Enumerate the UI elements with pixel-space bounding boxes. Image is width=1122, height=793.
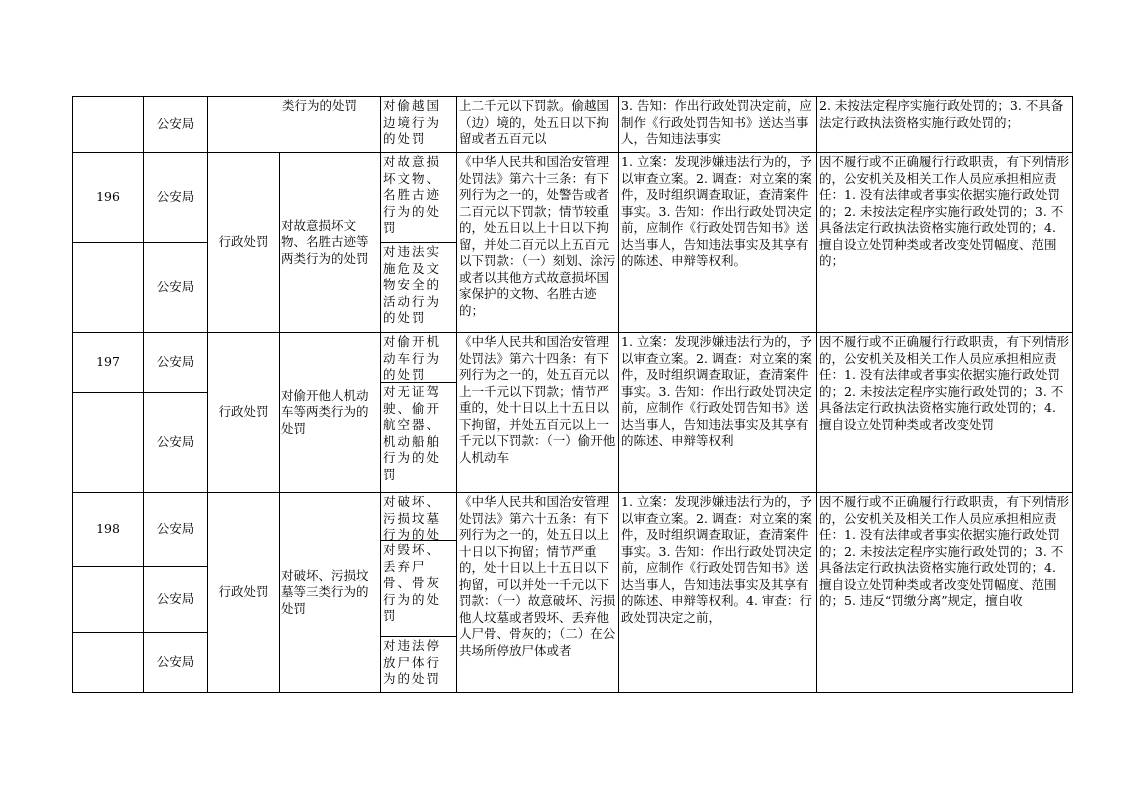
process-cell: 1. 立案：发现涉嫌违法行为的，予以审查立案。2. 调查：对立案的案件，及时组织调查取证，查清案件事实。3. 告知：作出行政处罚决定前，应制作《行政处罚告知书》送达当事人，告知违法事实及其享有的陈述、申辩等权利。4. 审查：行政处罚决定之前， (621, 494, 812, 625)
dept-cell: 公安局 (156, 654, 195, 670)
subitem-cell: 对偷开机动车行为的处罚 (383, 334, 442, 382)
subitem-cell: 对违法停放尸体行为的处罚 (383, 638, 442, 686)
subitem-divider (380, 540, 456, 541)
liability-cell: 因不履行或不正确履行行政职责，有下列情形的，公安机关及相关工作人员应承担相应责任：1. 没有法律或者事实依据实施行政处罚的；2. 未按法定程序实施行政处罚的；3. 不具备法定行政执法资格实施行政处罚的；4. 擅自设立处罚种类或者改变处罚幅度、范围的；5. 违反“罚缴分离”规定，擅自收 (819, 494, 1070, 608)
row-number: 198 (96, 521, 120, 537)
item-name-cell: 对偷开他人机动车等两类行为的处罚 (281, 387, 369, 436)
subitem-cell: 对毁坏、丢弃尸骨、骨灰行为的处罚 (383, 542, 442, 623)
dept-cell: 公安局 (156, 189, 195, 205)
basis-cell: 《中华人民共和国治安管理处罚法》第六十五条：有下列行为之一的，处五日以上十日以下拘留；情节严重的，处十日以上十五日以下拘留，可以并处一千元以下罚款：（一）故意破坏、污损他人坟墓或者毁坏、丢弃他人尸骨、骨灰的；（二）在公共场所停放尸体或者 (459, 494, 616, 658)
subitem-divider (380, 242, 456, 243)
dept-cell: 公安局 (156, 279, 195, 295)
process-cell: 3. 告知：作出行政处罚决定前，应制作《行政处罚告知书》送达当事人，告知违法事实 (621, 98, 812, 146)
dept-cell: 公安局 (156, 434, 195, 450)
subitem-divider (380, 636, 456, 637)
item-name-cell: 对破坏、污损坟墓等三类行为的处罚 (281, 567, 369, 616)
table-border-right (1072, 96, 1073, 693)
subitem-cell: 对无证驾驶、偷开航空器、机动船舶行为的处罚 (383, 384, 442, 482)
basis-cell: 《中华人民共和国治安管理处罚法》第六十四条：有下列行为之一的，处五百元以上一千元以下罚款；情节严重的，处十日以上十五日以下拘留，并处五百元以上一千元以下罚款：（一）偷开他人机动车 (459, 334, 616, 465)
basis-cell: 上二千元以下罚款。偷越国（边）境的，处五日以下拘留或者五百元以 (459, 98, 610, 146)
subitem-cell: 对破坏、污损坟墓行为的处 (383, 494, 442, 540)
dept-cell: 公安局 (156, 354, 195, 370)
subitem-cell: 对违法实施危及文物安全的活动行为的处罚 (383, 244, 442, 325)
basis-cell: 《中华人民共和国治安管理处罚法》第六十三条：有下列行为之一的，处警告或者二百元以下罚款；情节较重的，处五日以上十日以下拘留，并处二百元以上五百元以下罚款：（一）刻划、涂污或者以其他方式故意损坏国家保护的文物、名胜古迹的； (459, 154, 616, 318)
row-number: 196 (96, 189, 120, 205)
dept-cell: 公安局 (156, 521, 195, 537)
category-cell: 行政处罚 (218, 234, 269, 250)
subitem-divider (380, 382, 456, 383)
liability-cell: 因不履行或不正确履行行政职责，有下列情形的，公安机关及相关工作人员应承担相应责任：1. 没有法律或者事实依据实施行政处罚的；2. 未按法定程序实施行政处罚的；3. 不具备法定行政执法资格实施行政处罚的；4. 擅自设立处罚种类或者改变处罚 (819, 334, 1070, 432)
row-number: 197 (96, 354, 120, 370)
col-divider (380, 96, 381, 693)
item-name-cell: 类行为的处罚 (282, 98, 358, 113)
table-border-top (72, 96, 1073, 97)
subitem-cell: 对故意损坏文物、名胜古迹行为的处罚 (383, 154, 442, 235)
col-divider (456, 96, 457, 693)
dept-cell: 公安局 (156, 116, 195, 132)
item-name-cell: 对故意损坏文物、名胜古迹等两类行为的处罚 (281, 217, 369, 266)
category-cell: 行政处罚 (218, 404, 269, 420)
subitem-cell: 对偷越国边境行为的处罚 (383, 98, 442, 146)
col-divider (279, 152, 280, 693)
table-border-bottom (72, 692, 1073, 693)
dept-cell: 公安局 (156, 591, 195, 607)
liability-cell: 2. 未按法定程序实施行政处罚的；3. 不具备法定行政执法资格实施行政处罚的； (819, 98, 1064, 130)
power-list-table (72, 96, 1073, 692)
liability-cell: 因不履行或不正确履行行政职责，有下列情形的，公安机关及相关工作人员应承担相应责任：1. 没有法律或者事实依据实施行政处罚的；2. 未按法定程序实施行政处罚的；3. 不具备法定行政执法资格实施行政处罚的；4. 擅自设立处罚种类或者改变处罚幅度、范围的； (819, 154, 1070, 268)
process-cell: 1. 立案：发现涉嫌违法行为的，予以审查立案。2. 调查：对立案的案件，及时组织调查取证，查清案件事实。3. 告知：作出行政处罚决定前，应制作《行政处罚告知书》送达当事人，告知违法事实及其享有的陈述、申辩等权利 (621, 334, 812, 448)
col-divider (618, 96, 619, 693)
category-cell: 行政处罚 (218, 584, 269, 600)
col-divider (816, 96, 817, 693)
process-cell: 1. 立案：发现涉嫌违法行为的，予以审查立案。2. 调查：对立案的案件，及时组织调查取证，查清案件事实。3. 告知：作出行政处罚决定前，应制作《行政处罚告知书》送达当事人，告知违法事实及其享有的陈述、申辩等权利。 (621, 154, 812, 268)
